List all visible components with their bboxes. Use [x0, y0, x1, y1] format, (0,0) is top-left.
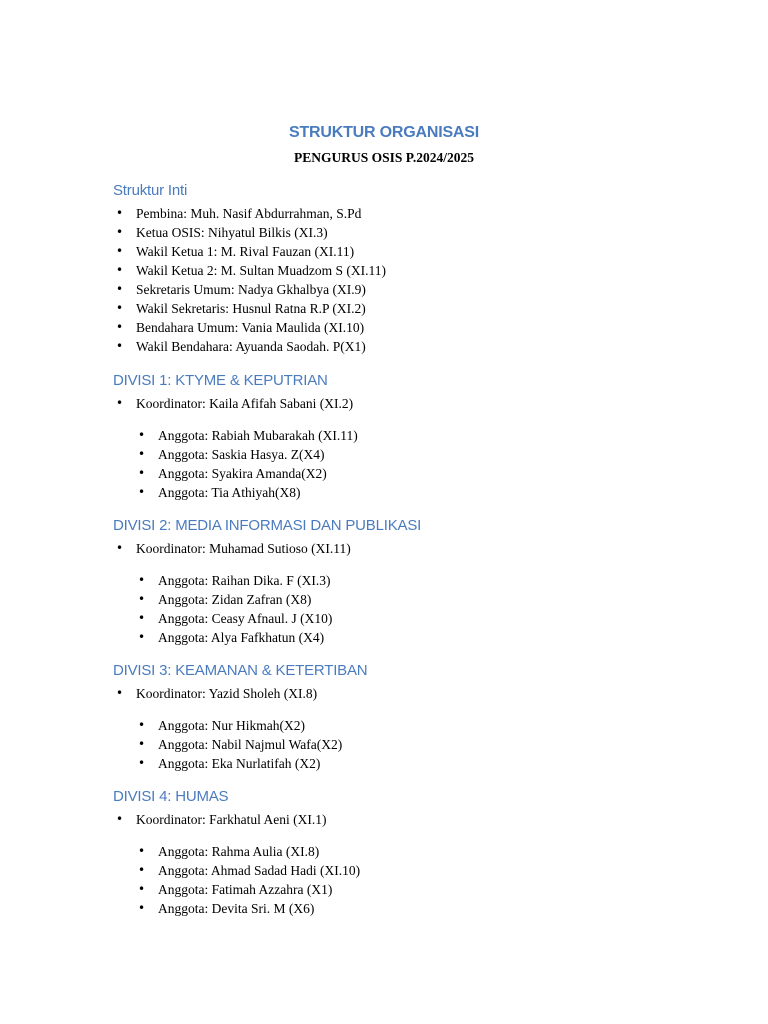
- section-heading-divisi-3: DIVISI 3: KEAMANAN & KETERTIBAN: [113, 662, 368, 679]
- bullet-icon: •: [116, 541, 124, 555]
- anggota-item: • Anggota: Ceasy Afnaul. J (X10): [138, 611, 333, 626]
- document-subtitle: PENGURUS OSIS P.2024/2025: [294, 150, 474, 165]
- anggota-item: • Anggota: Devita Sri. M (X6): [138, 901, 315, 916]
- section-heading-divisi-4: DIVISI 4: HUMAS: [113, 788, 229, 805]
- bullet-icon: •: [116, 301, 124, 315]
- anggota-item: • Anggota: Zidan Zafran (X8): [138, 592, 312, 607]
- bullet-icon: •: [138, 901, 146, 915]
- bullet-icon: •: [116, 206, 124, 220]
- bullet-icon: •: [138, 718, 146, 732]
- bullet-icon: •: [138, 844, 146, 858]
- bullet-icon: •: [116, 339, 124, 353]
- anggota-item: • Anggota: Eka Nurlatifah (X2): [138, 756, 321, 771]
- section-heading-divisi-2: DIVISI 2: MEDIA INFORMASI DAN PUBLIKASI: [113, 517, 422, 534]
- anggota-list: [138, 571, 333, 647]
- koordinator-item: • Koordinator: Muhamad Sutioso (XI.11): [116, 541, 351, 556]
- koordinator-item: • Koordinator: Farkhatul Aeni (XI.1): [116, 812, 327, 827]
- bullet-icon: •: [116, 244, 124, 258]
- list-item: • Wakil Ketua 2: M. Sultan Muadzom S (XI.11): [116, 263, 387, 278]
- section-heading-divisi-1: DIVISI 1: KTYME & KEPUTRIAN: [113, 372, 328, 389]
- koordinator-list: [116, 684, 318, 703]
- struktur-inti-list: [116, 204, 387, 356]
- koordinator-item: • Koordinator: Yazid Sholeh (XI.8): [116, 686, 318, 701]
- anggota-item: • Anggota: Fatimah Azzahra (X1): [138, 882, 333, 897]
- document-title: STRUKTUR ORGANISASI: [289, 124, 479, 141]
- list-item: • Sekretaris Umum: Nadya Gkhalbya (XI.9): [116, 282, 366, 297]
- bullet-icon: •: [138, 592, 146, 606]
- bullet-icon: •: [116, 282, 124, 296]
- list-item: • Pembina: Muh. Nasif Abdurrahman, S.Pd: [116, 206, 362, 221]
- list-item: • Bendahara Umum: Vania Maulida (XI.10): [116, 320, 365, 335]
- koordinator-item: • Koordinator: Kaila Afifah Sabani (XI.2): [116, 396, 354, 411]
- koordinator-list: [116, 394, 354, 413]
- bullet-icon: •: [138, 573, 146, 587]
- bullet-icon: •: [138, 485, 146, 499]
- bullet-icon: •: [138, 756, 146, 770]
- anggota-item: • Anggota: Raihan Dika. F (XI.3): [138, 573, 331, 588]
- section-heading-struktur-inti: Struktur Inti: [113, 182, 188, 199]
- bullet-icon: •: [138, 447, 146, 461]
- bullet-icon: •: [116, 686, 124, 700]
- bullet-icon: •: [138, 428, 146, 442]
- list-item: • Ketua OSIS: Nihyatul Bilkis (XI.3): [116, 225, 328, 240]
- anggota-item: • Anggota: Saskia Hasya. Z(X4): [138, 447, 325, 462]
- anggota-item: • Anggota: Syakira Amanda(X2): [138, 466, 327, 481]
- bullet-icon: •: [116, 263, 124, 277]
- anggota-item: • Anggota: Rabiah Mubarakah (XI.11): [138, 428, 358, 443]
- koordinator-list: [116, 539, 351, 558]
- anggota-item: • Anggota: Nur Hikmah(X2): [138, 718, 305, 733]
- anggota-list: [138, 426, 358, 502]
- anggota-item: • Anggota: Alya Fafkhatun (X4): [138, 630, 325, 645]
- bullet-icon: •: [138, 882, 146, 896]
- list-item: • Wakil Ketua 1: M. Rival Fauzan (XI.11): [116, 244, 355, 259]
- bullet-icon: •: [138, 630, 146, 644]
- koordinator-list: [116, 810, 327, 829]
- bullet-icon: •: [138, 737, 146, 751]
- anggota-item: • Anggota: Nabil Najmul Wafa(X2): [138, 737, 343, 752]
- bullet-icon: •: [116, 320, 124, 334]
- bullet-icon: •: [138, 466, 146, 480]
- anggota-item: • Anggota: Tia Athiyah(X8): [138, 485, 301, 500]
- bullet-icon: •: [116, 812, 124, 826]
- list-item: • Wakil Bendahara: Ayuanda Saodah. P(X1): [116, 339, 366, 354]
- bullet-icon: •: [138, 863, 146, 877]
- anggota-list: [138, 716, 343, 773]
- anggota-item: • Anggota: Rahma Aulia (XI.8): [138, 844, 320, 859]
- bullet-icon: •: [116, 396, 124, 410]
- bullet-icon: •: [138, 611, 146, 625]
- anggota-item: • Anggota: Ahmad Sadad Hadi (XI.10): [138, 863, 361, 878]
- bullet-icon: •: [116, 225, 124, 239]
- anggota-list: [138, 842, 361, 918]
- list-item: • Wakil Sekretaris: Husnul Ratna R.P (XI.2): [116, 301, 366, 316]
